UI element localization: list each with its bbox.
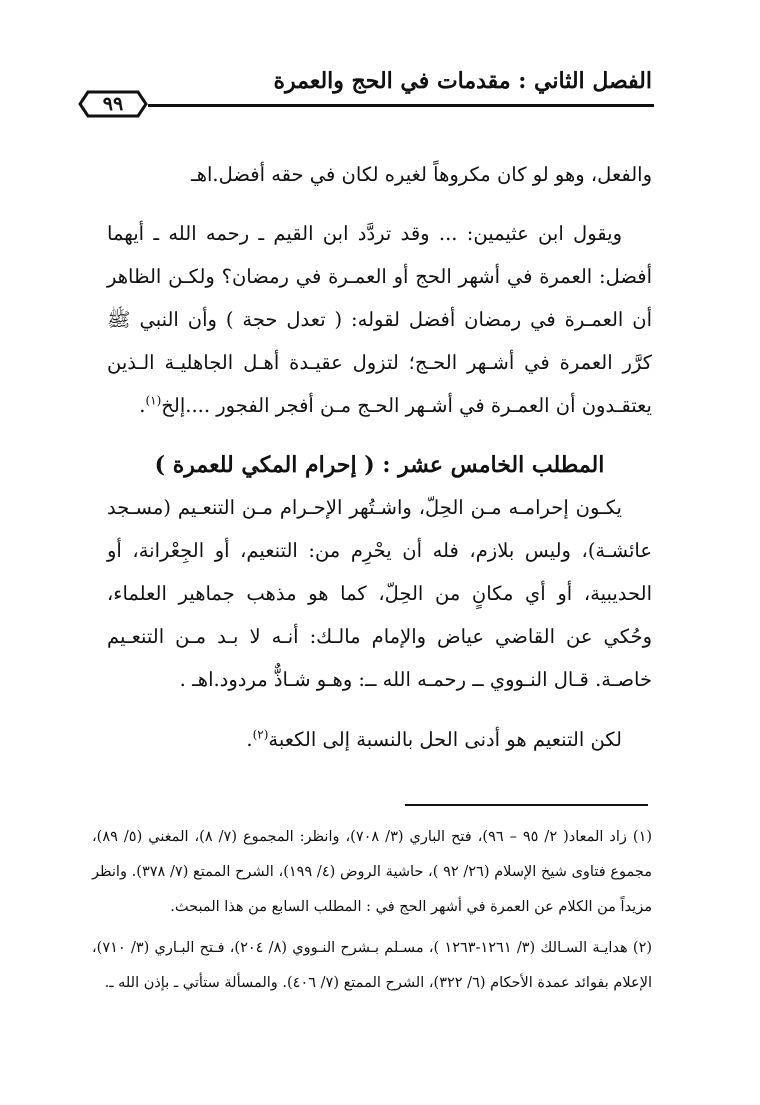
paragraph-1 — [107, 153, 652, 196]
page-number-frame — [78, 90, 148, 118]
paragraph-3 — [107, 486, 652, 701]
paragraph-4-end: . — [246, 728, 253, 751]
footnote-ref-2: (٢) — [252, 727, 269, 742]
page-number: ٩٩ — [102, 93, 124, 115]
paragraph-2-end: . — [139, 394, 146, 417]
paragraph-4-text: لكن التنعيم هو أدنى الحل بالنسبة إلى الكعبة — [268, 728, 622, 751]
paragraph-3-text: يكـون إحرامـه مـن الحِلّ، واشـتُهر الإحـرام مـن التنعـيم (مسـجد عائشـة)، وليس بلازم، فله أن يحْرِم من: التنعيم، أو الجِعْرانة، أو الحديبية، أو أي مكانٍ من الحِلّ، كما هو مذهب جماهير العلماء، وحُكي عن القاضي عياض والإمام مالـك: أنـه لا بـد مـن التنعـيم خاصـة. قـال النـووي ــ رحمـه الله ــ: وهـو شـاذٌّ مردود.اهـ . — [107, 496, 652, 691]
section-heading: المطلب الخامس عشر : ( إحرام المكي للعمرة ) — [154, 452, 605, 478]
paragraph-1-text: والفعل، وهو لو كان مكروهاً لغيره لكان في حقه أفضل.اهـ — [190, 163, 652, 186]
footnote-1: (١) زاد المعاد( ٢/ ٩٥ – ٩٦)، فتح الباري (٣/ ٧٠٨)، وانظر: المجموع (٧/ ٨)، المغني (٥/ ٨٩)، مجموع فتاوى شيخ الإسلام (٢٦/ ٩٢ )، حاشية الروض (٤/ ١٩٩)، الشرح الممتع (٧/ ٣٧٨). وانظر مزيداً من الكلام عن العمرة في أشهر الحج في : المطلب السابع من هذا المبحث. — [92, 829, 653, 915]
running-title: الفصل الثاني : مقدمات في الحج والعمرة — [273, 68, 652, 94]
header-rule — [148, 104, 654, 107]
paragraph-2-text: ويقول ابن عثيمين: ... وقد تردَّد ابن القيم ـ رحمه الله ـ أيهما أفضل: العمرة في أشهر الحج أو العمـرة في رمضان؟ ولكـن الظاهر أن العمـرة في رمضان أفضل لقوله: ( تعدل حجة ) وأن النبي ﷺ كرَّر العمرة في أشـهر الحـج؛ لتزول عقيـدة أهـل الجاهليـة الـذين يعتقـدون أن العمـرة في أشـهر الحـج مـن أفجر الفجور ....إلخ — [107, 222, 652, 417]
footnote-separator — [405, 804, 648, 806]
footnote-2: (٢) هدايـة السـالك (٣/ ١٢٦١-١٢٦٣ )، مسـلم بـشرح النـووي (٨/ ٢٠٤)، فـتح البـاري (٣/ ٧١٠)، الإعلام بفوائد عمدة الأحكام (٦/ ٣٢٢)، الشرح الممتع (٧/ ٤٠٦). والمسألة ستأتي ـ بإذن الله ـ. — [92, 940, 653, 991]
paragraph-2 — [107, 212, 652, 427]
footnote-ref-1: (١) — [145, 393, 162, 408]
paragraph-4 — [107, 718, 652, 761]
